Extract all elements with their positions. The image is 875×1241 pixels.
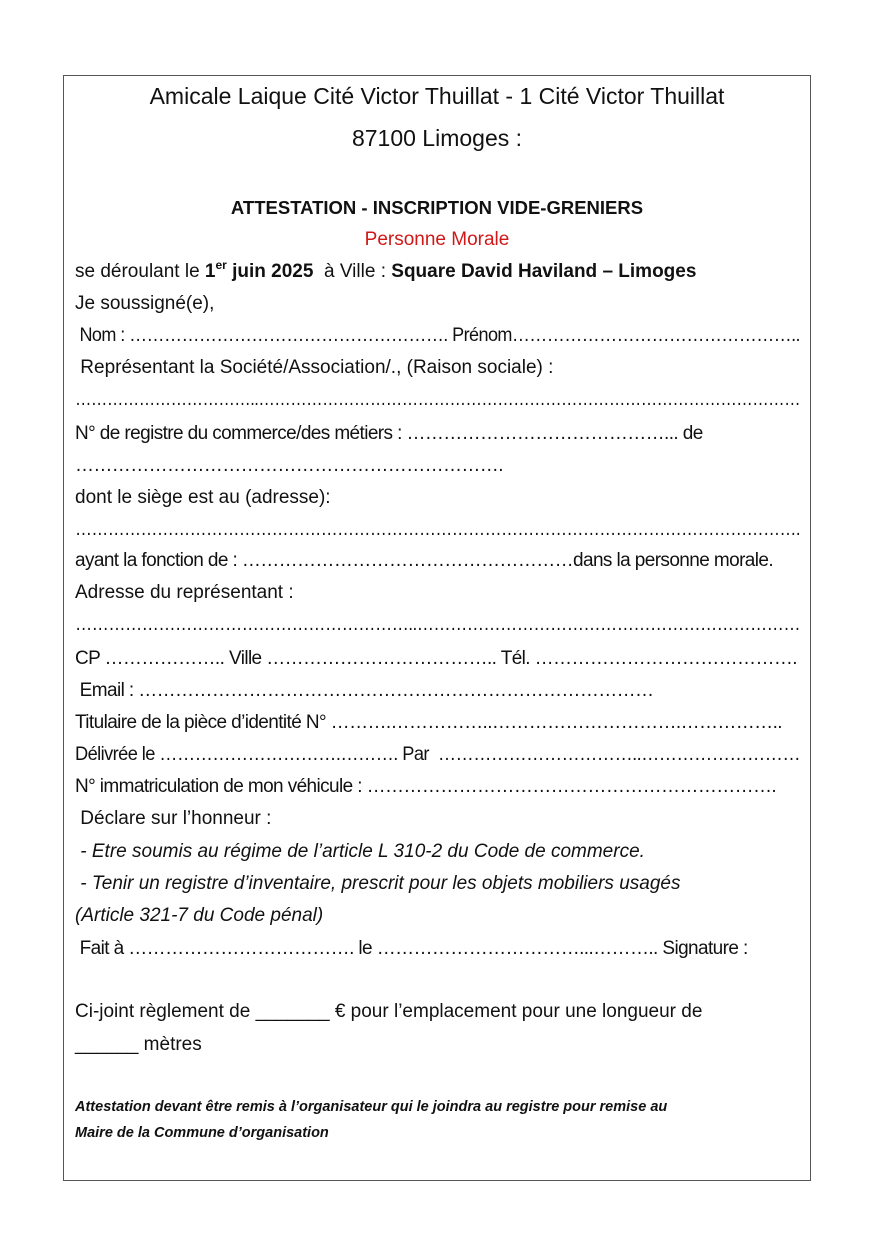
nom-prenom-field[interactable]: Nom : ………………………………………………. Prénom………………………………………….. bbox=[75, 325, 800, 346]
event-place: Square David Haviland – Limoges bbox=[391, 261, 697, 282]
footer-note-1: Attestation devant être remis à l’organisateur qui le joindra au registre pour remise au bbox=[75, 1099, 668, 1115]
document-title: ATTESTATION - INSCRIPTION VIDE-GRENIERS bbox=[230, 197, 644, 218]
cp-ville-tel-field[interactable]: CP ……………….. Ville ……………………………….. Tél. ……………………………………. bbox=[75, 648, 797, 669]
footer-note-2: Maire de la Commune d’organisation bbox=[75, 1125, 329, 1141]
adresse-representant-label: Adresse du représentant : bbox=[75, 582, 294, 603]
soussigne-line: Je soussigné(e), bbox=[75, 293, 215, 314]
raison-sociale-field[interactable]: ……………………………..………………………………………………………………………………………… bbox=[75, 389, 800, 410]
reglement-line-2[interactable]: ______ mètres bbox=[75, 1034, 202, 1055]
header-line-1: Amicale Laique Cité Victor Thuillat - 1 Cité Victor Thuillat bbox=[149, 83, 725, 109]
fait-signature-field[interactable]: Fait à ………………………………. le ……………………………...……….. Signature : bbox=[75, 938, 748, 959]
header-line-2: 87100 Limoges : bbox=[351, 125, 523, 151]
declaration-1: - Etre soumis au régime de l’article L 310-2 du Code de commerce. bbox=[75, 841, 645, 862]
immatriculation-field[interactable]: N° immatriculation de mon véhicule : …………………………………………………………. bbox=[75, 776, 777, 797]
fonction-field[interactable]: ayant la fonction de : ………………………………………………dans la personne morale. bbox=[75, 550, 774, 571]
email-field[interactable]: Email : ………………………………………………………………………… bbox=[75, 680, 654, 701]
registre-de-field[interactable]: ……………………………………………………………. bbox=[75, 455, 503, 476]
adresse-representant-field[interactable]: ……………………………………………………..…………………………………………………………… bbox=[75, 614, 800, 635]
document-subtitle: Personne Morale bbox=[364, 229, 510, 250]
delivree-field[interactable]: Délivrée le ………………………….………. Par ……………………………..……………………… bbox=[75, 744, 800, 765]
event-line bbox=[75, 260, 696, 284]
siege-field[interactable]: ……………………………………………………………………………………………………………………. bbox=[75, 519, 800, 540]
declaration-3: (Article 321-7 du Code pénal) bbox=[75, 905, 324, 926]
declaration-2: - Tenir un registre d’inventaire, prescrit pour les objets mobiliers usagés bbox=[75, 873, 681, 894]
event-day-sup: er bbox=[215, 258, 227, 272]
event-mid: à Ville : bbox=[313, 261, 392, 282]
declare-label: Déclare sur l’honneur : bbox=[75, 808, 272, 829]
piece-identite-field[interactable]: Titulaire de la pièce d’identité N° ……….……………..………………………….…………….. bbox=[75, 712, 782, 733]
representant-label: Représentant la Société/Association/., (Raison sociale) : bbox=[75, 357, 554, 378]
event-day: 1 bbox=[204, 261, 216, 282]
siege-label: dont le siège est au (adresse): bbox=[75, 487, 331, 508]
event-date: juin 2025 bbox=[226, 261, 314, 282]
registre-field[interactable]: N° de registre du commerce/des métiers : ……………………………………... de bbox=[75, 423, 703, 444]
reglement-line-1[interactable]: Ci-joint règlement de _______ € pour l’emplacement pour une longueur de bbox=[75, 1001, 703, 1022]
event-prefix: se déroulant le bbox=[75, 261, 205, 282]
